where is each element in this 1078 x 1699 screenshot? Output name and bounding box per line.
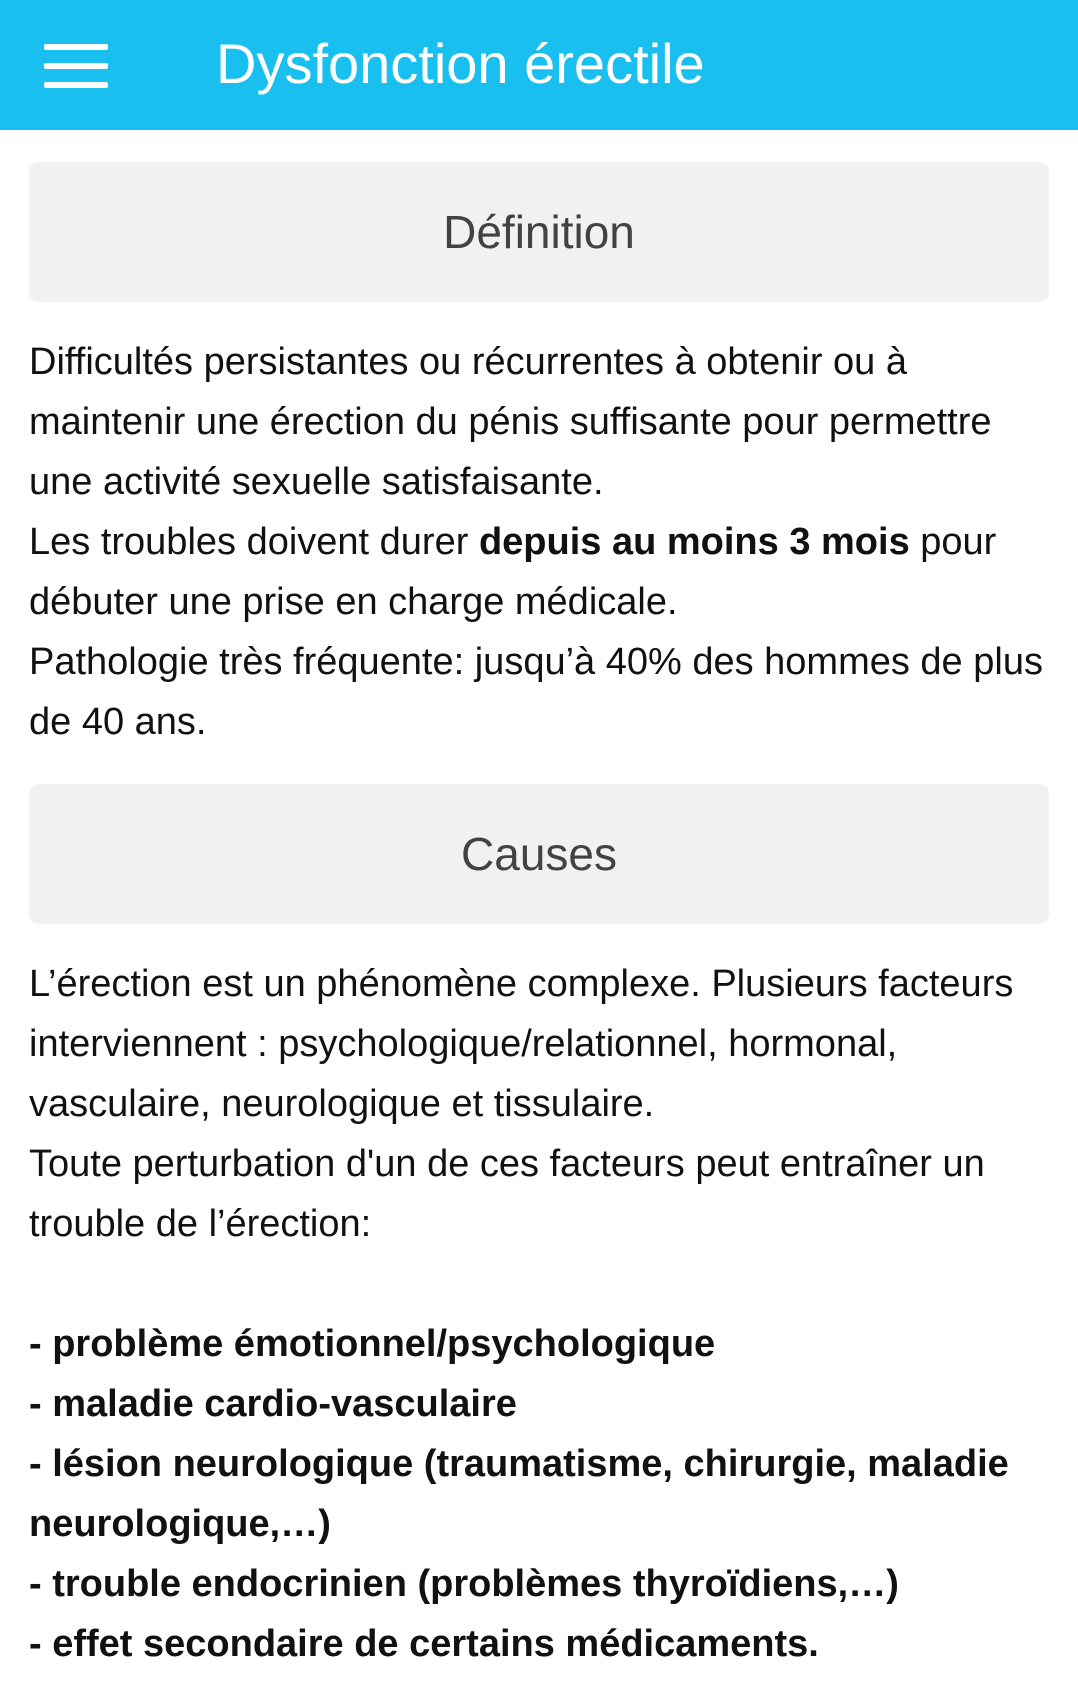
causes-paragraph-1: L’érection est un phénomène complexe. Plusieurs facteurs interviennent : psychologique/relationnel, hormonal, vasculaire, neurologique et tissulaire. bbox=[29, 963, 1014, 1125]
definition-paragraph-3: Pathologie très fréquente: jusqu’à 40% des hommes de plus de 40 ans. bbox=[29, 641, 1043, 743]
list-item: - problème émotionnel/psychologique bbox=[29, 1323, 716, 1365]
definition-paragraph-1: Difficultés persistantes ou récurrentes à obtenir ou à maintenir une érection du pénis suffisante pour permettre une activité sexuelle satisfaisante. bbox=[29, 341, 992, 503]
list-item: - trouble endocrinien (problèmes thyroïdiens,…) bbox=[29, 1563, 899, 1605]
definition-paragraph-2 bbox=[29, 512, 1049, 632]
causes-paragraph-2: Toute perturbation d'un de ces facteurs peut entraîner un trouble de l’érection: bbox=[29, 1143, 985, 1245]
section-header-causes[interactable]: Causes bbox=[29, 784, 1049, 924]
section-body-causes bbox=[29, 954, 1049, 1674]
definition-paragraph-2-prefix: Les troubles doivent durer bbox=[29, 521, 479, 563]
list-item: - effet secondaire de certains médicaments. bbox=[29, 1623, 819, 1665]
app-bar bbox=[0, 0, 1078, 130]
section-header-definition[interactable]: Définition bbox=[29, 162, 1049, 302]
hamburger-menu-icon[interactable] bbox=[44, 42, 108, 88]
spacer bbox=[29, 1254, 1049, 1314]
definition-paragraph-2-bold: depuis au moins 3 mois bbox=[478, 521, 910, 563]
app-title: Dysfonction érectile bbox=[216, 32, 705, 95]
list-item: - lésion neurologique (traumatisme, chirurgie, maladie neurologique,…) bbox=[29, 1443, 1009, 1545]
definition-paragraph-2-suffix: pour débuter une prise en charge médicale. bbox=[29, 521, 997, 623]
list-item: - maladie cardio-vasculaire bbox=[29, 1383, 517, 1425]
section-body-definition bbox=[29, 332, 1049, 752]
main-content bbox=[0, 130, 1078, 1674]
